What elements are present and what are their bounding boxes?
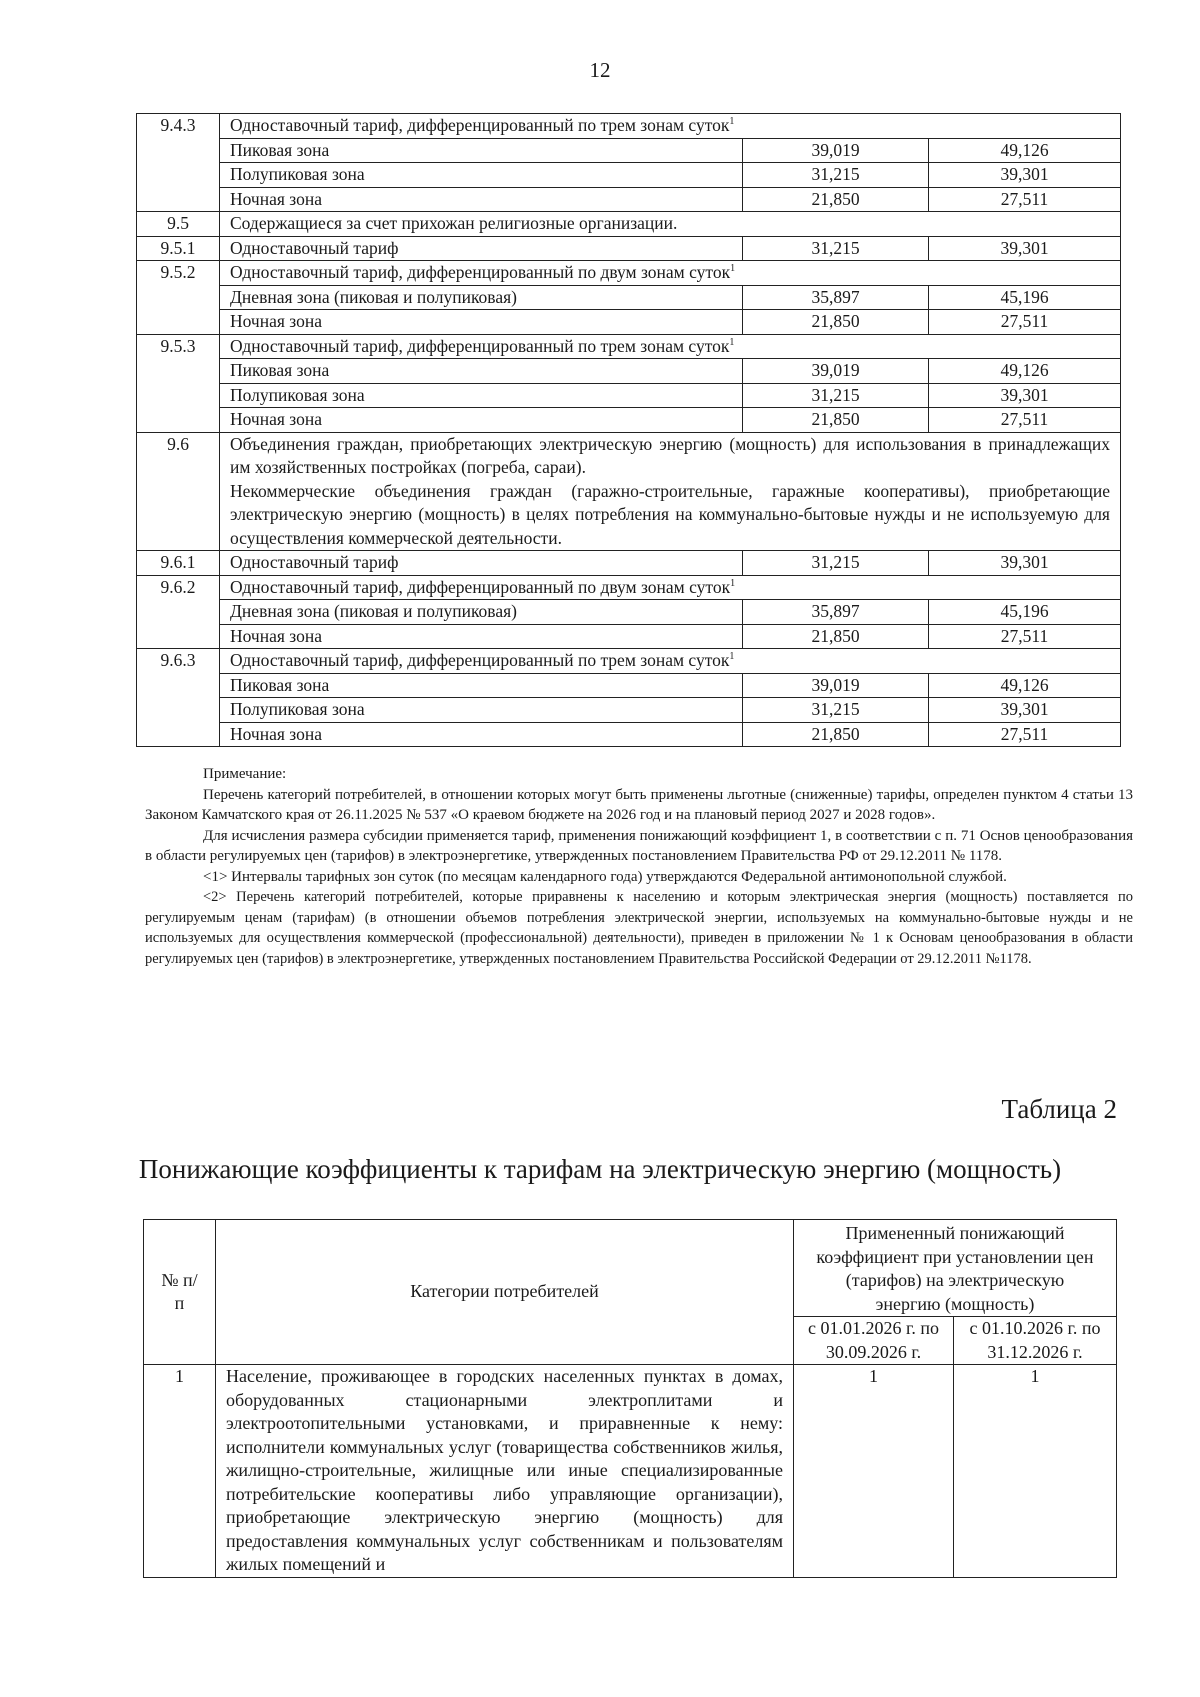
tariff-value: 49,126 — [929, 359, 1121, 384]
tariff-value: 31,215 — [743, 551, 929, 576]
zone-label: Ночная зона — [220, 187, 743, 212]
zone-label: Пиковая зона — [220, 673, 743, 698]
zone-label: Полупиковая зона — [220, 383, 743, 408]
tariff-value: 31,215 — [743, 698, 929, 723]
tariff-value: 27,511 — [929, 187, 1121, 212]
page-number: 12 — [589, 58, 611, 82]
tariff-value: 35,897 — [743, 600, 929, 625]
table-subrow — [137, 673, 1121, 698]
table-subrow — [137, 722, 1121, 747]
note-paragraph: <1> Интервалы тарифных зон суток (по месяцам календарного года) утверждаются Федеральной антимонопольной службой. — [203, 868, 1007, 885]
tariff-table — [136, 113, 1121, 747]
tariff-value: 27,511 — [929, 408, 1121, 433]
tariff-value: 21,850 — [743, 408, 929, 433]
row-label: Одноставочный тариф, дифференцированный по двум зонам суток$^1$ — [220, 261, 1121, 286]
tariff-value: 39,301 — [929, 551, 1121, 576]
tariff-value: 21,850 — [743, 722, 929, 747]
tariff-value: 31,215 — [743, 236, 929, 261]
footnote-mark: 1 — [729, 651, 735, 663]
coefficient-table — [143, 1219, 1117, 1578]
tariff-value: 45,196 — [929, 600, 1121, 625]
description-paragraph: Объединения граждан, приобретающих электрическую энергию (мощность) для использования в принадлежащих им хозяйственных постройках (погреба, сараи). — [230, 433, 1110, 477]
table2-label: Таблица 2 — [1001, 1094, 1117, 1124]
tariff-value: 27,511 — [929, 722, 1121, 747]
note-paragraph: Для исчисления размера субсидии применяется тариф, применения понижающий коэффициент 1, в соответствии с п. 71 Основ ценообразования в области регулируемых цен (тарифов) в электроэнергетике, утвержденных постановлением Правительства РФ от 29.12.2011 № 1178. — [145, 827, 1133, 864]
table-subrow — [137, 285, 1121, 310]
footnote-mark: 1 — [729, 116, 735, 128]
footnote-mark: 1 — [730, 263, 736, 275]
table-row — [137, 432, 1121, 551]
row-number: 9.6 — [137, 432, 220, 551]
row-number: 9.4.3 — [137, 114, 220, 212]
zone-label: Ночная зона — [220, 408, 743, 433]
table-row — [137, 236, 1121, 261]
coefficient-value: 1 — [794, 1365, 954, 1578]
table-row — [137, 114, 1121, 139]
row-label: Одноставочный тариф, дифференцированный по трем зонам суток$^1$ — [220, 114, 1121, 139]
zone-label: Ночная зона — [220, 722, 743, 747]
table-subrow — [137, 698, 1121, 723]
table-row — [137, 334, 1121, 359]
category-text: Население, проживающее в городских населенных пунктах в домах, оборудованных стационарными электроплитами и электроотопительными установками, и приравненные к нему: исполнители коммунальных услуг (товарищества собственников жилья, жилищно-строительные, жилищные или иные специализированные потребительские кооперативы либо управляющие организации), приобретающие электрическую энергию (мощность) для предоставления коммунальных услуг собственникам и пользователям жилых помещений и — [216, 1365, 794, 1578]
tariff-value: 31,215 — [743, 383, 929, 408]
notes-heading: Примечание: — [203, 766, 287, 782]
row-number: 9.5.3 — [137, 334, 220, 432]
header-category: Категории потребителей — [216, 1220, 794, 1365]
header-period-2: с 01.10.2026 г. по 31.12.2026 г. — [954, 1317, 1117, 1365]
row-label: Содержащиеся за счет прихожан религиозные организации. — [220, 212, 1121, 237]
row-label: Одноставочный тариф, дифференцированный по трем зонам суток$^1$ — [220, 334, 1121, 359]
row-number: 9.6.2 — [137, 575, 220, 649]
header-coefficient: Примененный понижающий коэффициент при установлении цен (тарифов) на электрическую энергию (мощность) — [794, 1220, 1117, 1317]
note-paragraph: <2> Перечень категорий потребителей, которые приравнены к населению и которым электрическая энергия (мощность) поставляется по регулируемым ценам (тарифам) (в отношении объемов потребления электрической энергии, используемых на коммунально-бытовые нужды и не используемых для осуществления коммерческой (профессиональной) деятельности), приведен в приложении № 1 к Основам ценообразования в области регулируемых цен (тарифов) в электроэнергетике, утвержденных постановлением Правительства Российской Федерации от 29.12.2011 №1178. — [145, 889, 1133, 967]
zone-label: Ночная зона — [220, 624, 743, 649]
table-row — [137, 649, 1121, 674]
table-subrow — [137, 163, 1121, 188]
table-subrow — [137, 600, 1121, 625]
table-row — [137, 575, 1121, 600]
zone-label: Полупиковая зона — [220, 698, 743, 723]
row-number: 9.5.1 — [137, 236, 220, 261]
tariff-value: 27,511 — [929, 624, 1121, 649]
zone-label: Ночная зона — [220, 310, 743, 335]
tariff-value: 49,126 — [929, 138, 1121, 163]
table-row — [144, 1365, 1117, 1578]
table-subrow — [137, 408, 1121, 433]
row-label: Одноставочный тариф, дифференцированный по двум зонам суток$^1$ — [220, 575, 1121, 600]
table-subrow — [137, 624, 1121, 649]
zone-label: Полупиковая зона — [220, 163, 743, 188]
footnote-mark: 1 — [730, 577, 736, 589]
table-subrow — [137, 138, 1121, 163]
table-row — [137, 261, 1121, 286]
row-description — [220, 432, 1121, 551]
table-subrow — [137, 187, 1121, 212]
row-number: 9.5 — [137, 212, 220, 237]
tariff-value: 21,850 — [743, 624, 929, 649]
header-num: № п/п — [144, 1220, 216, 1365]
tariff-value: 39,301 — [929, 383, 1121, 408]
table-subrow — [137, 383, 1121, 408]
tariff-value: 39,019 — [743, 673, 929, 698]
tariff-value: 39,301 — [929, 236, 1121, 261]
header-period-1: с 01.01.2026 г. по 30.09.2026 г. — [794, 1317, 954, 1365]
table-row — [137, 212, 1121, 237]
tariff-value: 39,301 — [929, 163, 1121, 188]
notes-section — [145, 764, 1133, 969]
tariff-value: 39,019 — [743, 138, 929, 163]
description-paragraph: Некоммерческие объединения граждан (гаражно-строительные, гаражные кооперативы), приобретающие электрическую энергию (мощность) в целях потребления на коммунально-бытовые нужды и не используемую для осуществления коммерческой деятельности. — [230, 480, 1110, 548]
row-number: 9.5.2 — [137, 261, 220, 335]
table-row — [137, 551, 1121, 576]
row-number: 9.6.1 — [137, 551, 220, 576]
row-label: Одноставочный тариф — [220, 236, 743, 261]
tariff-value: 31,215 — [743, 163, 929, 188]
tariff-value: 39,301 — [929, 698, 1121, 723]
table-subrow — [137, 359, 1121, 384]
zone-label: Дневная зона (пиковая и полупиковая) — [220, 600, 743, 625]
row-number: 9.6.3 — [137, 649, 220, 747]
row-number: 1 — [144, 1365, 216, 1578]
tariff-value: 21,850 — [743, 310, 929, 335]
row-label: Одноставочный тариф, дифференцированный по трем зонам суток$^1$ — [220, 649, 1121, 674]
table-subrow — [137, 310, 1121, 335]
tariff-value: 27,511 — [929, 310, 1121, 335]
tariff-value: 39,019 — [743, 359, 929, 384]
row-label: Одноставочный тариф — [220, 551, 743, 576]
coefficient-value: 1 — [954, 1365, 1117, 1578]
tariff-value: 45,196 — [929, 285, 1121, 310]
zone-label: Пиковая зона — [220, 138, 743, 163]
note-paragraph: Перечень категорий потребителей, в отношении которых могут быть применены льготные (сниженные) тарифы, определен пунктом 4 статьи 13 Законом Камчатского края от 26.11.2025 № 537 «О краевом бюджете на 2026 год и на плановый период 2027 и 2028 годов». — [145, 786, 1133, 823]
footnote-mark: 1 — [729, 336, 735, 348]
zone-label: Пиковая зона — [220, 359, 743, 384]
table2-title: Понижающие коэффициенты к тарифам на электрическую энергию (мощность) — [138, 1154, 1062, 1184]
tariff-value: 35,897 — [743, 285, 929, 310]
tariff-value: 49,126 — [929, 673, 1121, 698]
zone-label: Дневная зона (пиковая и полупиковая) — [220, 285, 743, 310]
tariff-value: 21,850 — [743, 187, 929, 212]
